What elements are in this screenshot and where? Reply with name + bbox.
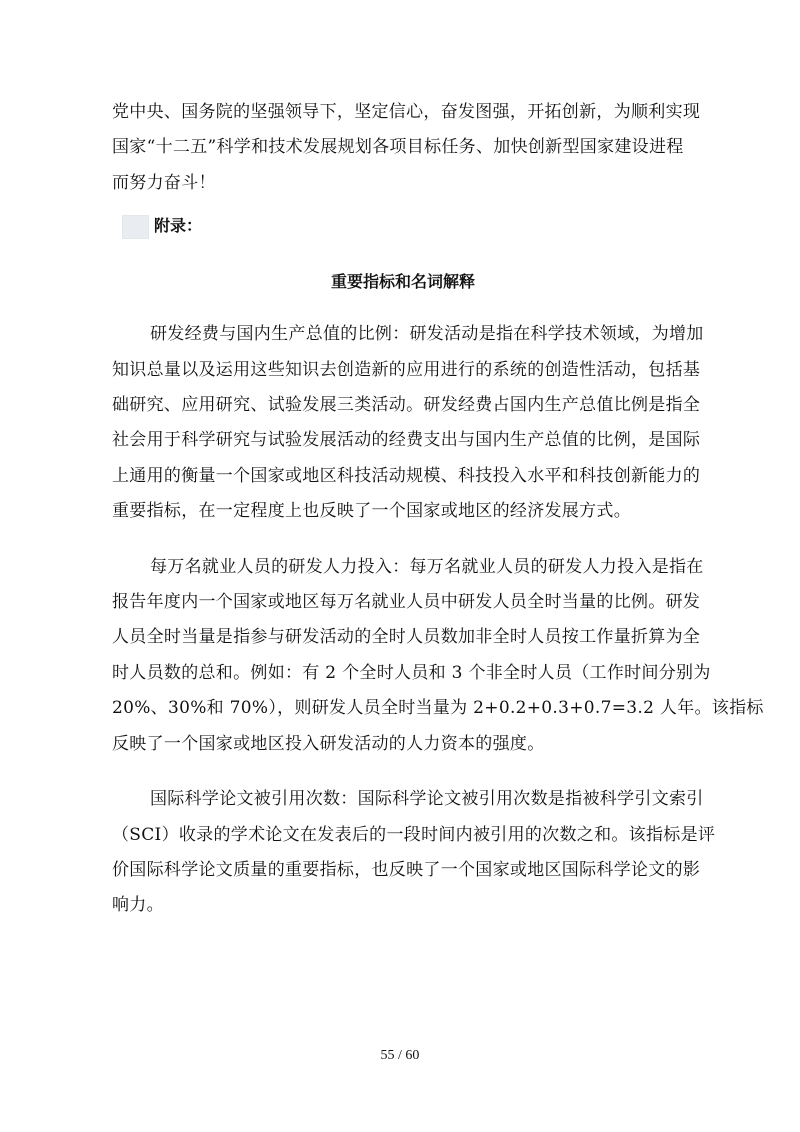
text-line: 而努力奋斗！ (112, 172, 216, 193)
page-number: 55 / 60 (380, 1048, 420, 1063)
text-line: 响力。 (112, 895, 164, 916)
appendix-label: 附录： (154, 216, 203, 236)
appendix-marker (122, 215, 149, 239)
text-line: 党中央、国务院的坚强领导下，坚定信心，奋发图强，开拓创新，为顺利实现 (112, 102, 701, 122)
text-line: 人员全时当量是指参与研发活动的全时人员数加非全时人员按工作量折算为全 (112, 627, 701, 648)
paragraph-rd-expenditure (112, 317, 704, 529)
text-line: 反映了一个国家或地区投入研发活动的人力资本的强度。 (112, 733, 545, 754)
text-line: 时人员数的总和。例如：有 2 个全时人员和 3 个非全时人员（工作时间分别为 (112, 662, 711, 683)
paragraph-paper-citations (112, 782, 716, 924)
text-line: 社会用于科学研究与试验发展活动的经费支出与国内生产总值的比例，是国际 (112, 430, 701, 451)
appendix-heading (112, 209, 694, 243)
text-line: 国际科学论文被引用次数：国际科学论文被引用次数是指被科学引文索引 (150, 789, 704, 810)
page-content (112, 95, 764, 924)
text-line: 知识总量以及运用这些知识去创造新的应用进行的系统的创造性活动，包括基 (112, 359, 701, 380)
text-line: 国家“十二五”科学和技术发展规划各项目标任务、加快创新型国家建设进程 (112, 137, 684, 158)
text-line: 研发经费与国内生产总值的比例：研发活动是指在科学技术领域，为增加 (150, 324, 704, 345)
text-line: 础研究、应用研究、试验发展三类活动。研发经费占国内生产总值比例是指全 (112, 395, 701, 416)
text-line: （SCI）收录的学术论文在发表后的一段时间内被引用的次数之和。该指标是评 (112, 824, 716, 845)
text-line: 重要指标，在一定程度上也反映了一个国家或地区的经济发展方式。 (112, 501, 631, 522)
text-line: 报告年度内一个国家或地区每万名就业人员中研发人员全时当量的比例。研发 (112, 592, 701, 613)
paragraph-gap (112, 762, 694, 782)
text-line: 价国际科学论文质量的重要指标，也反映了一个国家或地区国际科学论文的影 (112, 859, 701, 880)
section-title: 重要指标和名词解释 (330, 272, 475, 292)
paragraph-gap (112, 530, 694, 550)
text-line: 20%、30%和 70%），则研发人员全时当量为 2+0.2+0.3+0.7=3.2 人年。该指标 (112, 698, 764, 719)
intro-paragraph (112, 95, 701, 201)
text-line: 上通用的衡量一个国家或地区科技活动规模、科技投入水平和科技创新能力的 (112, 465, 701, 486)
text-line: 每万名就业人员的研发人力投入：每万名就业人员的研发人力投入是指在 (150, 556, 704, 577)
paragraph-rd-personnel (112, 550, 764, 762)
